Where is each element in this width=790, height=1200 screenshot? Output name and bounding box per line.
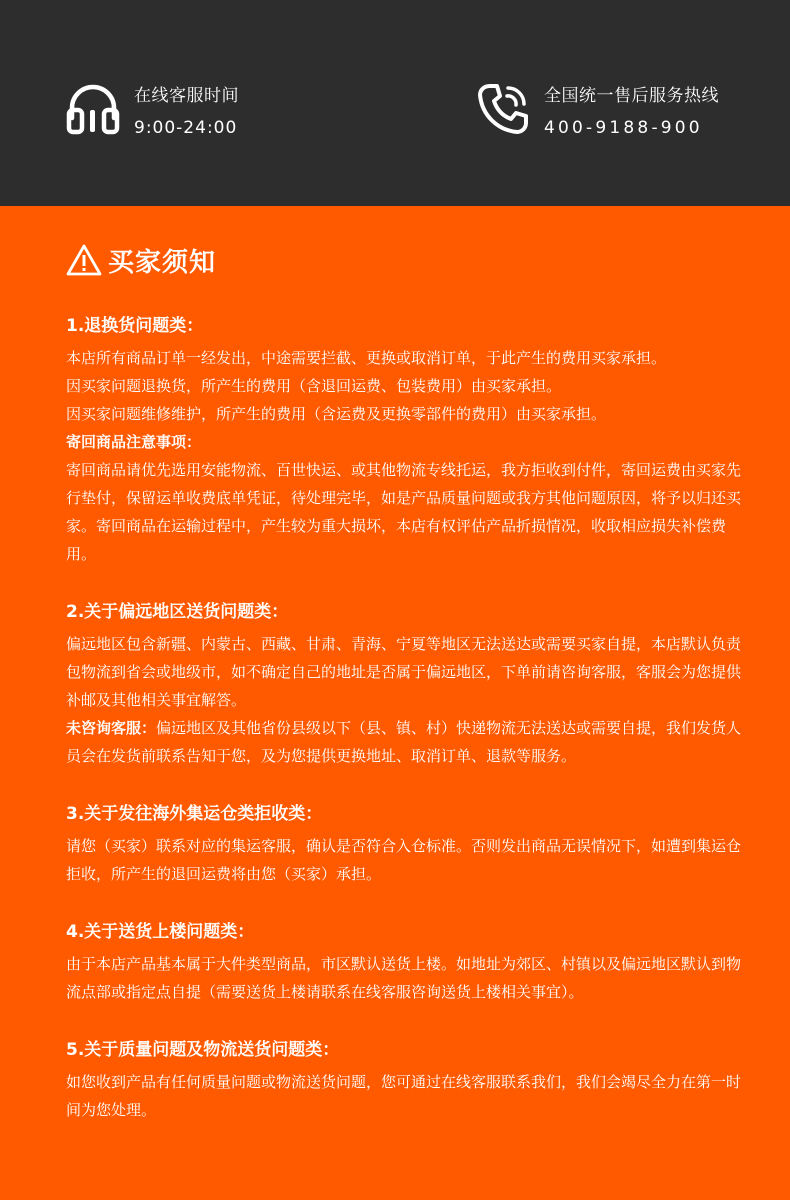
section-line: 因买家问题维修维护，所产生的费用（含运费及更换零部件的费用）由买家承担。 <box>66 405 607 423</box>
section-text: 由于本店产品基本属于大件类型商品，市区默认送货上楼。如地址为郊区、村镇以及偏远地区默认到物流点部或指定点自提（需要送货上楼请联系在线客服咨询送货上楼相关事宜）。 <box>66 955 742 1001</box>
section-text: 请您（买家）联系对应的集运客服，确认是否符合入仓标准。否则发出商品无误情况下，如遭到集运仓拒收，所产生的退回运费将由您（买家）承担。 <box>66 837 742 883</box>
section-remote-areas <box>66 598 746 770</box>
section-returns <box>66 312 746 568</box>
section-heading: 5.关于质量问题及物流送货问题类： <box>66 1040 340 1060</box>
section-heading: 3.关于发往海外集运仓类拒收类： <box>66 804 323 824</box>
hotline[interactable] <box>476 82 719 140</box>
section-overseas <box>66 800 746 888</box>
online-service-text <box>134 82 239 140</box>
contact-bar <box>0 0 790 206</box>
hotline-title: 全国统一售后服务热线 <box>544 86 719 106</box>
notice-header <box>66 238 746 282</box>
section-lead-paragraph <box>66 714 746 770</box>
section-lead-text: 偏远地区及其他省份县级以下（县、镇、村）快递物流无法送达或需要自提，我们发货人员会在发货前联系告知于您，及为您提供更换地址、取消订单、退款等服务。 <box>66 719 742 765</box>
headset-icon <box>66 82 120 136</box>
phone-icon <box>476 82 530 136</box>
section-text: 偏远地区包含新疆、内蒙古、西藏、甘肃、青海、宁夏等地区无法送达或需要买家自提，本店默认负责包物流到省会或地级市，如不确定自己的地址是否属于偏远地区，下单前请咨询客服，客服会为您提供补邮及其他相关事宜解答。 <box>66 635 742 709</box>
section-delivery-upstairs <box>66 918 746 1006</box>
section-text: 寄回商品请优先选用安能物流、百世快运、或其他物流专线托运，我方拒收到付件，寄回运费由买家先行垫付，保留运单收费底单凭证，待处理完毕，如是产品质量问题或我方其他问题原因，将予以归还买家。寄回商品在运输过程中，产生较为重大损坏，本店有权评估产品折损情况，收取相应损失补偿费用。 <box>66 461 742 563</box>
section-heading: 2.关于偏远地区送货问题类： <box>66 602 289 622</box>
online-service-hours: 9:00-24:00 <box>134 118 238 138</box>
section-heading: 1.退换货问题类： <box>66 316 204 336</box>
warning-icon <box>66 243 102 277</box>
section-heading: 4.关于送货上楼问题类： <box>66 922 255 942</box>
section-line: 本店所有商品订单一经发出，中途需要拦截、更换或取消订单，于此产生的费用买家承担。 <box>66 349 667 367</box>
section-quality <box>66 1036 746 1124</box>
section-line: 因买家问题退换货，所产生的费用（含退回运费、包装费用）由买家承担。 <box>66 377 562 395</box>
notice-title: 买家须知 <box>108 247 217 278</box>
section-text: 如您收到产品有任何质量问题或物流送货问题，您可通过在线客服联系我们，我们会竭尽全力在第一时间为您处理。 <box>66 1073 742 1119</box>
section-lead: 未咨询客服： <box>66 719 157 737</box>
online-service-title: 在线客服时间 <box>134 86 239 106</box>
buyer-notice <box>66 238 746 1124</box>
hotline-number[interactable]: 400-9188-900 <box>544 118 703 138</box>
section-subheading: 寄回商品注意事项： <box>66 433 202 451</box>
hotline-text <box>544 82 719 140</box>
online-service[interactable] <box>66 82 239 140</box>
